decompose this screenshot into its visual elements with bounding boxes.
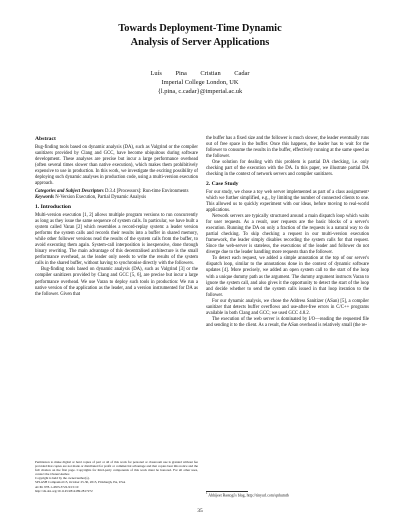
paper-title: Towards Deployment-Time Dynamic Analysis of Server Applications (118, 23, 282, 48)
affiliation: Imperial College London, UK (161, 78, 239, 86)
abstract-text: Bug-finding tools based on dynamic analysis (DA), such as Valgrind or the compiler sanitizers provided by Clang and GCC, have become ubiquitous during software development. These analyses are precise but incur a large performance overhead (often several times slower than native execution), which makes them prohibitively expensive to use in production. In this work, we investigate the exciting possibility of deploying such dynamic analyses in production code, using a multi-version execution approach. (35, 144, 198, 186)
right-paragraph-2: One solution for dealing with this problem is partial DA checking, i.e. only checking part of the execution with the DA. In this paper, we illustrate partial DA checking in the context of network servers and compiler sanitizers. (206, 160, 369, 178)
email: {l.pina, c.cadar}@imperial.ac.uk (157, 87, 243, 95)
keywords: Keywords N-Version Execution, Partial Dynamic Analysis (35, 195, 147, 201)
right-paragraph-1: the buffer has a fixed size and the follower is much slower, the leader eventually runs out of free space in the buffer. Once this happens, the leader has to wait for the follower to consume the results in the buffer, effectively running at the same speed as the follower. (206, 136, 369, 160)
abstract-heading: Abstract (35, 136, 56, 142)
right-column (206, 136, 369, 329)
permission-footnote: Permission to make digital or hard copies of part or all of this work for personal or classroom use is granted without fee provided that copies are not made or distributed for profit or commercial advantage and that copies bear this notice and the full citation on the first page. Copyrights for third-party components of this work must be honored. For all other uses, contact the Owner/Author. Copyright is held by the owner/author(s). SPLASH Companion'15, October 25-30, 2015, Pittsburgh, PA, USA ACM. 978-1-4503-3722-9/15/10 http://dx.doi.org/10.1145/2814189.2817272 (35, 460, 198, 493)
author-block (0, 70, 400, 96)
case-paragraph-3: To detect each request, we added a simple annotation at the top of our server's dispatch loop, similar to the annotations done in the context of dynamic software updates [4]. More precisely, we added an open system call to the start of the loop with a unique dummy path as the argument. The dummy argument instructs Varan to ignore the system call, and also gives it the opportunity to detect the start of the loop and decide whether to send the system calls issued in that loop iteration to the follower. (206, 256, 369, 298)
author-names: Luís Pina Cristian Cadar (150, 70, 250, 77)
case-study-heading: 2. Case Study (206, 181, 239, 188)
left-column (35, 136, 198, 298)
intro-paragraph-2: Bug-finding tools based on dynamic analysis (DA), such as Valgrind [3] or the compiler sanitizers provided by Clang and GCC [5, 6], are precise but incur a large performance overhead. We use Varan to deploy such tools in production: We run a native version of the application as the leader, and a version instrumented for DA as the follower. Given that (35, 267, 198, 297)
case-paragraph-2: Network servers are typically structured around a main dispatch loop which waits for user requests. As a result, user requests are the basic blocks of a server's execution. Running the DA on only a fraction of the requests is a natural way to do partial checking. To skip checking a request in our multi-version execution framework, the leader simply disables recording the system calls for that request. Since the web-server is stateless, the executions of the leader and follower do not diverge due to the leader handling more requests than the follower. (206, 214, 369, 256)
case-paragraph-1: For our study, we chose a toy web server implemented as part of a class assignment¹ which we further simplified, e.g., by limiting the number of connected clients to one. This allowed us to quickly experiment with our ideas, before moving to real-world applications. (206, 189, 369, 214)
case-paragraph-4: For our dynamic analysis, we chose the Address Sanitizer (ASan) [5], a compiler sanitizer that detects buffer overflows and use-after-free errors in C/C++ programs available in both Clang and GCC; we used GCC 4.8.2. (206, 298, 369, 316)
footnote: $^1$ Abhijeet Rastogi's blog, http://tinyurl.com/qnhumtb (206, 491, 289, 498)
introduction-heading: 1. Introduction (35, 204, 71, 211)
footnote-rule (206, 491, 248, 492)
intro-paragraph-1: Multi-version execution [1, 2] allows multiple program versions to run concurrently as long as they issue the same sequence of system calls. In particular, we have built a system called Varan [2] which resembles a record-replay system: a leader version performs the system calls and records their results into a buffer in shared memory, while other follower versions read the results of the system calls from the buffer, to avoid executing them again. System-call interposition is inexpensive, done through binary rewriting. The main advantage of this decentralised architecture is the small performance overhead, as the leader only needs to write the results of the system calls in the shared buffer, without having to synchronise directly with the followers. (35, 213, 198, 267)
page-number: 35 (197, 508, 203, 514)
case-paragraph-5: The execution of the web server is dominated by I/O—reading the requested file and sending it to the client. As a result, the ASan overhead is relatively small (the re- (206, 316, 369, 328)
categories: Categories and Subject Descriptors D.3.4 [Processors]: Run-time Environments (35, 189, 189, 195)
